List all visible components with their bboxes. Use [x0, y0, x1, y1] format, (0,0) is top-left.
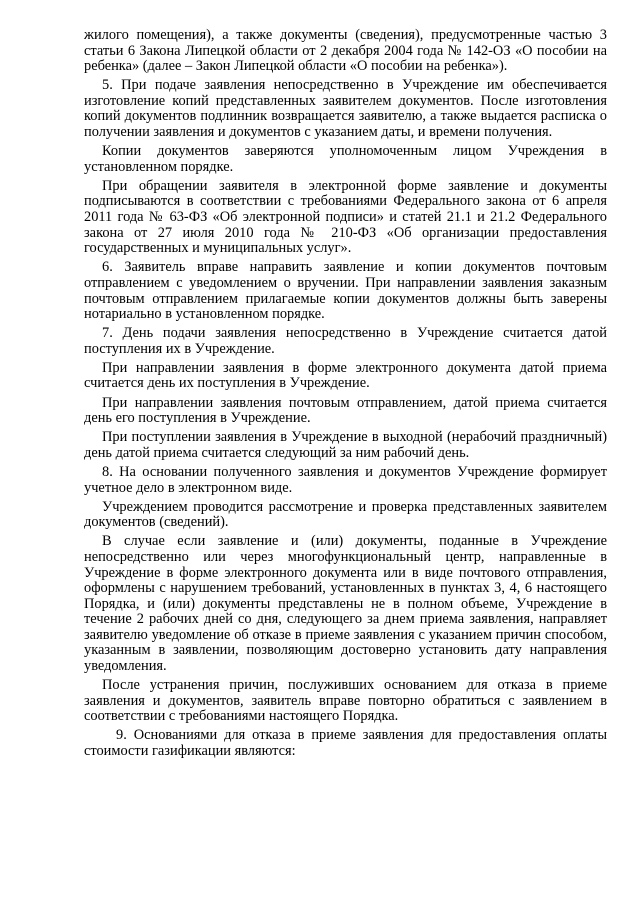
paragraph-item-8: 8. На основании полученного заявления и документов Учреждение формирует учетное дело в электронном виде.	[84, 463, 607, 496]
paragraph: Копии документов заверяются уполномоченным лицом Учреждения в установленном порядке.	[84, 143, 607, 175]
paragraph-item-5: 5. При подаче заявления непосредственно в Учреждение им обеспечивается изготовление копий представленных заявителем документов. После изготовления копий документов подлинник возвращается заявителю, а также выдается расписка о получении заявления и документов с указанием даты, и времени получения.	[84, 77, 607, 141]
paragraph: При направлении заявления почтовым отправлением, датой приема считается день его поступления в Учреждение.	[84, 394, 607, 427]
paragraph: В случае если заявление и (или) документы, поданные в Учреждение непосредственно или через многофункциональный центр, направленные в Учреждение в форме электронного документа или в виде почтового отправления, оформлены с нарушением требований, установленных в пунктах 3, 4, 6 настоящего Порядка, и (или) документы представлены не в полном объеме, Учреждение в течение 2 рабочих дней со дня, следующего за днем приема заявления, направляет заявителю уведомление об отказе в приеме заявления с указанием причин способом, указанным в заявлении, позволяющим достоверно установить дату направления уведомления.	[84, 533, 607, 675]
paragraph-item-7: 7. День подачи заявления непосредственно в Учреждение считается датой поступления их в Учреждение.	[84, 325, 607, 357]
paragraph: При поступлении заявления в Учреждение в выходной (нерабочий праздничный) день датой приема считается следующий за ним рабочий день.	[84, 429, 607, 461]
paragraph-item-9: 9. Основаниями для отказа в приеме заявления для предоставления оплаты стоимости газификации являются:	[84, 727, 607, 760]
paragraph-item-6: 6. Заявитель вправе направить заявление и копии документов почтовым отправлением с уведомлением о вручении. При направлении заявления заказным почтовым отправлением прилагаемые копии документов должны быть заверены нотариально в установленном порядке.	[84, 259, 607, 323]
paragraph-continuation: жилого помещения), а также документы (сведения), предусмотренные частью 3 статьи 6 Закона Липецкой области от 2 декабря 2004 года № 142-ОЗ «О пособии на ребенка» (далее – Закон Липецкой области «О пособии на ребенка»).	[84, 27, 607, 75]
paragraph: Учреждением проводится рассмотрение и проверка представленных заявителем документов (сведений).	[84, 498, 607, 531]
paragraph: После устранения причин, послуживших основанием для отказа в приеме заявления и документов, заявитель вправе повторно обратиться с заявлением в соответствии с требованиями настоящего Порядка.	[84, 677, 607, 725]
paragraph: При обращении заявителя в электронной форме заявление и документы подписываются в соответствии с требованиями Федерального закона от 6 апреля 2011 года № 63-ФЗ «Об электронной подписи» и статей 21.1 и 21.2 Федерального закона от 27 июля 2010 года № 210-ФЗ «Об организации предоставления государственных и муниципальных услуг».	[84, 177, 607, 257]
paragraph: При направлении заявления в форме электронного документа датой приема считается день их поступления в Учреждение.	[84, 359, 607, 392]
